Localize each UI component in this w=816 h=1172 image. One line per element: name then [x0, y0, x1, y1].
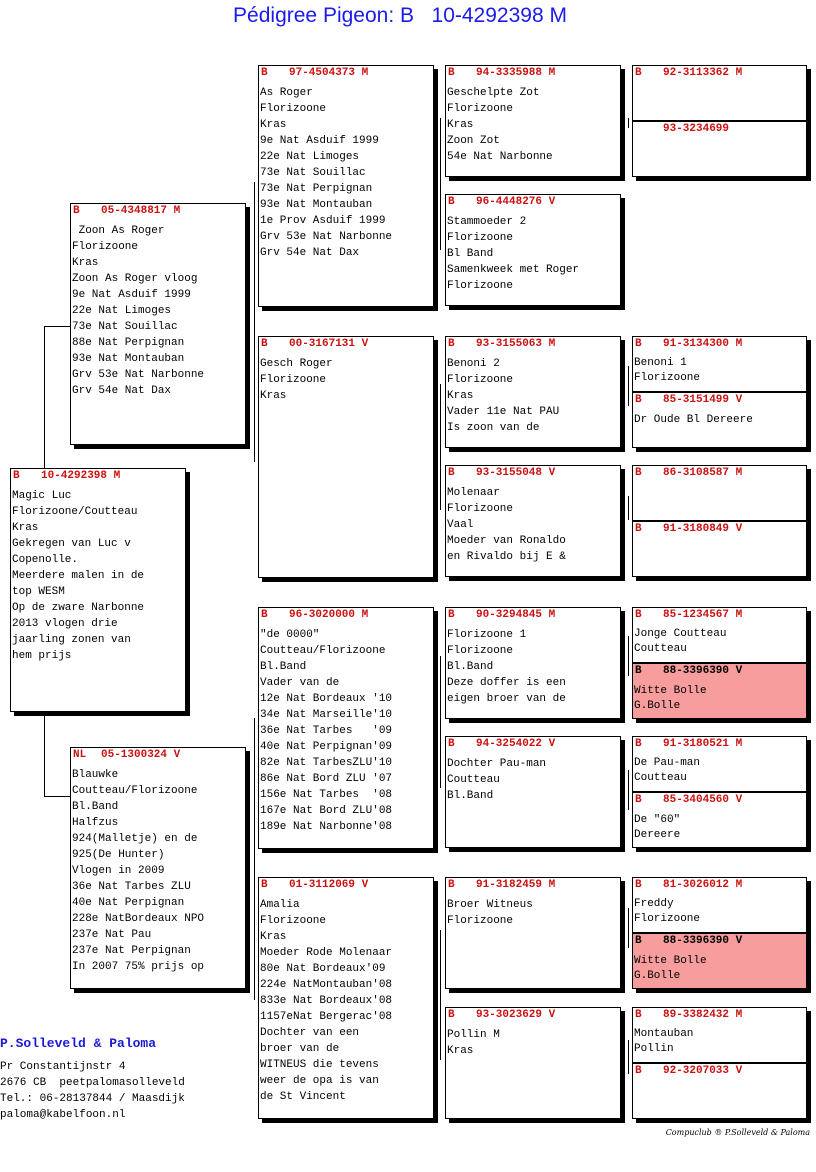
info-line: Florizoone	[634, 913, 701, 925]
info-line: Samenkweek met Roger	[447, 264, 580, 276]
info-line: eigen broer van de	[447, 693, 566, 705]
country-code: B	[448, 879, 455, 891]
country-code: B	[261, 609, 268, 621]
pigeon-pair-card-3[interactable]	[632, 465, 807, 577]
info-line: jaarling zonen van	[12, 634, 131, 646]
pigeon-card-ggp-7[interactable]	[445, 877, 621, 989]
ring-number: 93-3155063 M	[476, 338, 556, 350]
country-code: B	[448, 738, 455, 750]
ring-number: 93-3234699	[663, 123, 730, 135]
info-line: De "60"	[634, 814, 681, 826]
ring-number: 91-3180521 M	[663, 738, 743, 750]
ring-number: 94-3254022 V	[476, 738, 556, 750]
ring-number: 01-3112069 V	[289, 879, 369, 891]
pair-dam[interactable]	[633, 520, 806, 577]
info-line: 1157eNat Bergerac'08	[260, 1011, 393, 1023]
country-code: NL	[73, 749, 87, 761]
pigeon-pair-card-7[interactable]	[632, 1007, 807, 1119]
info-line: G.Bolle	[634, 970, 681, 982]
pigeon-card-grandsire-1[interactable]	[258, 65, 434, 307]
country-code: B	[73, 205, 80, 217]
info-line: 9e Nat Asduif 1999	[72, 289, 191, 301]
info-line: Florizoone	[447, 503, 514, 515]
info-line: 93e Nat Montauban	[72, 353, 185, 365]
pigeon-card-dam[interactable]	[70, 747, 246, 989]
info-line: Pollin	[634, 1043, 674, 1055]
info-line: 36e Nat Tarbes '09	[260, 725, 393, 737]
ring-number: 93-3023629 V	[476, 1009, 556, 1021]
pigeon-card-ggp-5[interactable]	[445, 607, 621, 719]
info-line: Magic Luc	[12, 490, 72, 502]
info-line: 34e Nat Marseille'10	[260, 709, 393, 721]
country-code: B	[635, 67, 642, 79]
info-line: Amalia	[260, 899, 300, 911]
pigeon-card-ggp-4[interactable]	[445, 465, 621, 577]
info-line: 36e Nat Tarbes ZLU	[72, 881, 191, 893]
country-code: B	[635, 338, 642, 350]
info-line: 40e Nat Perpignan	[72, 897, 185, 909]
ring-number: 88-3396390 V	[663, 665, 743, 677]
connector-line	[440, 930, 441, 1060]
info-line: Florizoone	[447, 103, 514, 115]
info-line: Bl.Band	[447, 661, 494, 673]
info-line: 80e Nat Bordeaux'09	[260, 963, 386, 975]
info-line: Kras	[260, 390, 287, 402]
info-line: 167e Nat Bord ZLU'08	[260, 805, 393, 817]
ring-number: 86-3108587 M	[663, 467, 743, 479]
info-line: Bl.Band	[260, 661, 307, 673]
info-line: Kras	[72, 257, 99, 269]
ring-number: 96-4448276 V	[476, 196, 556, 208]
country-code: B	[635, 738, 642, 750]
info-line: 12e Nat Bordeaux '10	[260, 693, 393, 705]
info-line: Kras	[447, 1045, 474, 1057]
country-code: B	[635, 1065, 642, 1077]
info-line: Dr Oude Bl Dereere	[634, 414, 753, 426]
ring-number: 89-3382432 M	[663, 1009, 743, 1021]
connector-line	[44, 326, 45, 468]
country-code: B	[635, 394, 642, 406]
info-line: Blauwke	[72, 769, 119, 781]
ring-number: 91-3182459 M	[476, 879, 556, 891]
info-line: 73e Nat Souillac	[72, 321, 178, 333]
info-line: Grv 54e Nat Dax	[72, 385, 172, 397]
info-line: Witte Bolle	[634, 685, 707, 697]
info-line: 228e NatBordeaux NPO	[72, 913, 205, 925]
info-line: Zoon As Roger vloog	[72, 273, 198, 285]
info-line: Dochter van een	[260, 1027, 360, 1039]
info-line: De Pau-man	[634, 757, 701, 769]
owner-postcode: 2676 CB peetpalomasolleveld	[0, 1077, 185, 1089]
footer-credit: Compuclub ® P.Solleveld & Paloma	[665, 1128, 810, 1137]
info-line: Florizoone	[447, 232, 514, 244]
ring-number: 93-3155048 V	[476, 467, 556, 479]
country-code: B	[635, 665, 642, 677]
info-line: 82e Nat TarbesZLU'10	[260, 757, 393, 769]
info-line: Moeder Rode Molenaar	[260, 947, 393, 959]
ring-number: 85-3404560 V	[663, 794, 743, 806]
pigeon-pair-card-4[interactable]	[632, 607, 807, 719]
info-line: 237e Nat Pau	[72, 929, 152, 941]
pair-dam[interactable]	[633, 791, 806, 848]
ring-number: 90-3294845 M	[476, 609, 556, 621]
info-line: 189e Nat Narbonne'08	[260, 821, 393, 833]
info-line: Zoon As Roger	[72, 225, 165, 237]
connector-line	[628, 908, 629, 948]
info-line: weer de opa is van	[260, 1075, 379, 1087]
info-line: Gesch Roger	[260, 358, 333, 370]
country-code: B	[635, 523, 642, 535]
ring-number: 85-3151499 V	[663, 394, 743, 406]
info-line: Kras	[447, 119, 474, 131]
info-line: Florizoone	[447, 374, 514, 386]
ring-number: 92-3113362 M	[663, 67, 743, 79]
info-line: Copenolle.	[12, 554, 79, 566]
country-code: B	[261, 67, 268, 79]
info-line: 40e Nat Perpignan'09	[260, 741, 393, 753]
info-line: Bl Band	[447, 248, 494, 260]
info-line: 237e Nat Perpignan	[72, 945, 191, 957]
info-line: Benoni 2	[447, 358, 500, 370]
country-code: B	[448, 467, 455, 479]
info-line: 73e Nat Souillac	[260, 167, 366, 179]
connector-line	[628, 118, 629, 128]
pair-dam-highlighted[interactable]	[633, 932, 806, 989]
page-title: Pédigree Pigeon: B 10-4292398 M	[233, 4, 567, 27]
info-line: Coutteau	[634, 643, 687, 655]
info-line: 2013 vlogen drie	[12, 618, 118, 630]
ring-number: 97-4504373 M	[289, 67, 369, 79]
pigeon-card-ggp-2[interactable]	[445, 194, 621, 306]
info-line: Florizoone	[260, 103, 327, 115]
country-code: B	[635, 879, 642, 891]
connector-line	[628, 1040, 629, 1074]
info-line: hem prijs	[12, 650, 72, 662]
country-code: B	[635, 794, 642, 806]
pigeon-card-grandsire-2[interactable]	[258, 607, 434, 849]
connector-line	[628, 770, 629, 810]
owner-name: P.Solleveld & Paloma	[0, 1036, 157, 1051]
country-code: B	[635, 609, 642, 621]
country-code: B	[448, 1009, 455, 1021]
info-line: 224e NatMontauban'08	[260, 979, 393, 991]
connector-line	[628, 636, 629, 676]
ring-number: 05-4348817 M	[101, 205, 181, 217]
pigeon-card-granddam-2[interactable]	[258, 877, 434, 1119]
country-code: B	[261, 879, 268, 891]
ring-number: 10-4292398 M	[41, 470, 121, 482]
pigeon-card-sire[interactable]	[70, 203, 246, 445]
owner-email[interactable]: paloma@kabelfoon.nl	[0, 1109, 126, 1121]
country-code: B	[635, 467, 642, 479]
info-line: Pollin M	[447, 1029, 500, 1041]
info-line: de St Vincent	[260, 1091, 346, 1103]
pair-dam-highlighted[interactable]	[633, 662, 806, 719]
info-line: Coutteau/Florizoone	[260, 645, 386, 657]
info-line: Zoon Zot	[447, 135, 500, 147]
info-line: Molenaar	[447, 487, 500, 499]
connector-line	[628, 366, 629, 406]
pair-dam[interactable]	[633, 391, 806, 448]
info-line: Dereere	[634, 829, 681, 841]
info-line: Meerdere malen in de	[12, 570, 145, 582]
info-line: Grv 53e Nat Narbonne	[72, 369, 205, 381]
info-line: Op de zware Narbonne	[12, 602, 145, 614]
info-line: top WESM	[12, 586, 65, 598]
connector-line	[44, 796, 70, 797]
info-line: Geschelpte Zot	[447, 87, 540, 99]
info-line: WITNEUS die tevens	[260, 1059, 379, 1071]
info-line: In 2007 75% prijs op	[72, 961, 205, 973]
info-line: Broer Witneus	[447, 899, 533, 911]
ring-number: 85-1234567 M	[663, 609, 743, 621]
info-line: Florizoone 1	[447, 629, 527, 641]
info-line: Florizoone/Coutteau	[12, 506, 138, 518]
connector-line	[440, 118, 441, 250]
info-line: Florizoone	[260, 374, 327, 386]
info-line: broer van de	[260, 1043, 340, 1055]
ring-number: 00-3167131 V	[289, 338, 369, 350]
info-line: 88e Nat Perpignan	[72, 337, 185, 349]
ring-number: 91-3180849 V	[663, 523, 743, 535]
pigeon-card-ggp-3[interactable]	[445, 336, 621, 448]
country-code: B	[448, 67, 455, 79]
pigeon-pair-card-6[interactable]	[632, 877, 807, 989]
info-line: 22e Nat Limoges	[72, 305, 172, 317]
info-line: Freddy	[634, 898, 674, 910]
info-line: Vader van de	[260, 677, 340, 689]
info-line: 93e Nat Montauban	[260, 199, 373, 211]
info-line: Moeder van Ronaldo	[447, 535, 566, 547]
info-line: 925(De Hunter)	[72, 849, 165, 861]
info-line: Grv 53e Nat Narbonne	[260, 231, 393, 243]
info-line: Witte Bolle	[634, 955, 707, 967]
pigeon-pair-card-2[interactable]	[632, 336, 807, 448]
ring-number: 81-3026012 M	[663, 879, 743, 891]
country-code: B	[635, 935, 642, 947]
ring-number: 94-3335988 M	[476, 67, 556, 79]
info-line: Coutteau	[447, 774, 500, 786]
owner-block	[0, 1036, 185, 1123]
info-line: Grv 54e Nat Dax	[260, 247, 360, 259]
info-line: en Rivaldo bij E &	[447, 551, 566, 563]
info-line: Vaal	[447, 519, 474, 531]
pigeon-card-ggp-1[interactable]	[445, 65, 621, 177]
ring-number: 05-1300324 V	[101, 749, 181, 761]
pigeon-card-ggp-8[interactable]	[445, 1007, 621, 1119]
country-code: B	[13, 470, 20, 482]
info-line: Florizoone	[260, 915, 327, 927]
info-line: Florizoone	[447, 915, 514, 927]
country-code: B	[448, 338, 455, 350]
pigeon-card-ggp-6[interactable]	[445, 736, 621, 848]
info-line: "de 0000"	[260, 629, 320, 641]
info-line: Kras	[260, 119, 287, 131]
info-line: Deze doffer is een	[447, 677, 566, 689]
info-line: Florizoone	[72, 241, 139, 253]
info-line: Coutteau	[634, 772, 687, 784]
info-line: 22e Nat Limoges	[260, 151, 360, 163]
ring-number: 91-3134300 M	[663, 338, 743, 350]
pigeon-card-main[interactable]	[10, 468, 186, 712]
country-code: B	[448, 196, 455, 208]
info-line: 9e Nat Asduif 1999	[260, 135, 379, 147]
info-line: Florizoone	[634, 372, 701, 384]
info-line: Florizoone	[447, 645, 514, 657]
info-line: 86e Nat Bord ZLU '07	[260, 773, 393, 785]
connector-line	[628, 496, 629, 520]
ring-number: 92-3207033 V	[663, 1065, 743, 1077]
pigeon-card-granddam-1[interactable]	[258, 336, 434, 578]
info-line: Benoni 1	[634, 357, 687, 369]
connector-line	[44, 712, 45, 796]
info-line: 1e Prov Asduif 1999	[260, 215, 386, 227]
info-line: 833e Nat Bordeaux'08	[260, 995, 393, 1007]
info-line: Jonge Coutteau	[634, 628, 727, 640]
country-code: B	[448, 609, 455, 621]
info-line: Kras	[12, 522, 39, 534]
info-line: Is zoon van de	[447, 422, 540, 434]
owner-phone: Tel.: 06-28137844 / Maasdijk	[0, 1093, 185, 1105]
info-line: Halfzus	[72, 817, 119, 829]
info-line: 54e Nat Narbonne	[447, 151, 553, 163]
pigeon-pair-card-1[interactable]	[632, 65, 807, 177]
info-line: As Roger	[260, 87, 313, 99]
connector-line	[440, 656, 441, 788]
info-line: 924(Malletje) en de	[72, 833, 198, 845]
info-line: Montauban	[634, 1028, 694, 1040]
info-line: Bl.Band	[72, 801, 119, 813]
info-line: 73e Nat Perpignan	[260, 183, 373, 195]
ring-number: 88-3396390 V	[663, 935, 743, 947]
info-line: Kras	[260, 931, 287, 943]
connector-line	[254, 718, 255, 1000]
info-line: Kras	[447, 390, 474, 402]
info-line: 156e Nat Tarbes '08	[260, 789, 393, 801]
pair-dam[interactable]	[633, 1062, 806, 1119]
pigeon-pair-card-5[interactable]	[632, 736, 807, 848]
country-code: B	[635, 1009, 642, 1021]
info-line: Gekregen van Luc v	[12, 538, 131, 550]
connector-line	[440, 384, 441, 510]
info-line: Bl.Band	[447, 790, 494, 802]
info-line: Vlogen in 2009	[72, 865, 165, 877]
info-line: Stammoeder 2	[447, 216, 527, 228]
pair-dam[interactable]	[633, 120, 806, 177]
info-line: Coutteau/Florizoone	[72, 785, 198, 797]
connector-line	[44, 326, 70, 327]
country-code: B	[261, 338, 268, 350]
info-line: G.Bolle	[634, 700, 681, 712]
info-line: Vader 11e Nat PAU	[447, 406, 560, 418]
owner-address: Pr Constantijnstr 4	[0, 1061, 126, 1073]
info-line: Florizoone	[447, 280, 514, 292]
info-line: Dochter Pau-man	[447, 758, 547, 770]
connector-line	[254, 182, 255, 462]
ring-number: 96-3020000 M	[289, 609, 369, 621]
